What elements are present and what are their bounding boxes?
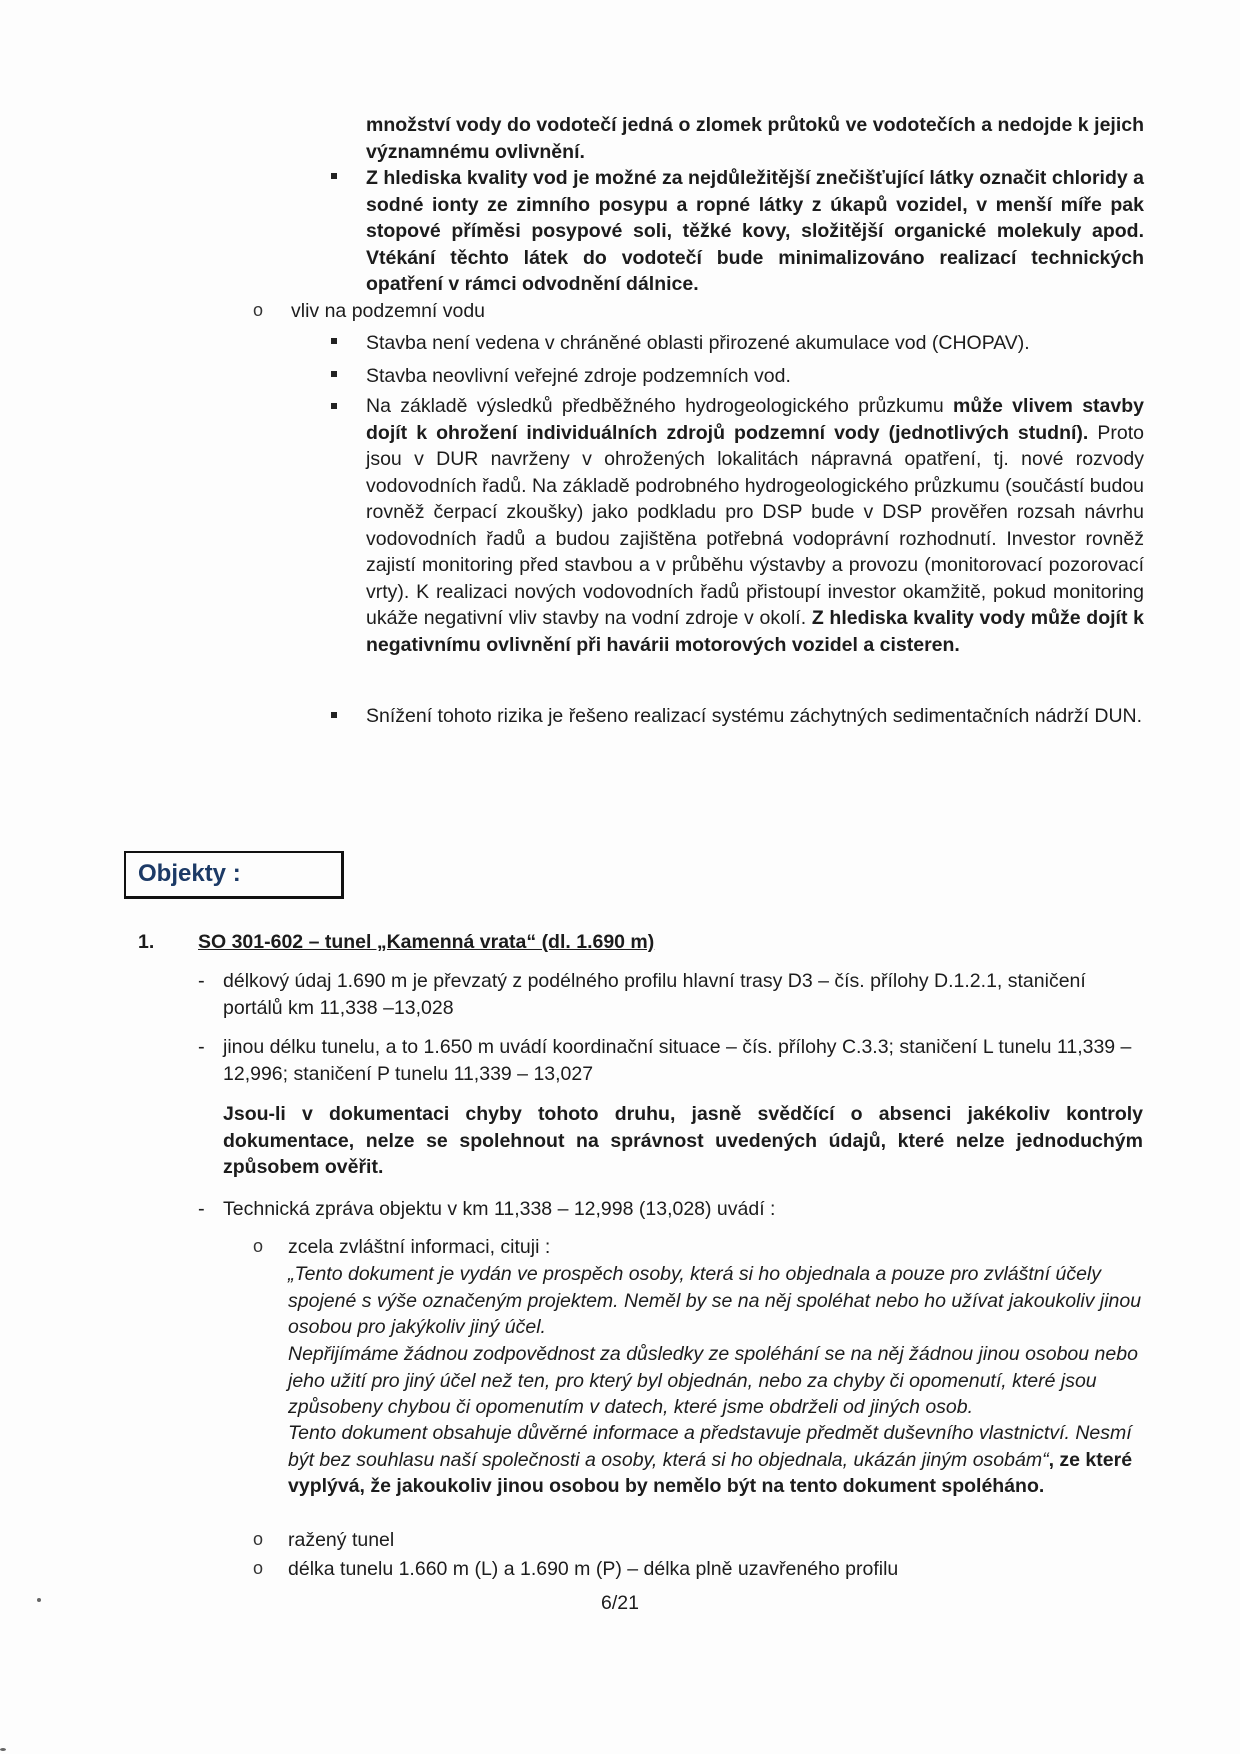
survey-warning: může vlivem stavby dojít k ohrožení individuálních zdrojů podzemní vody (jednotlivých studní).: [366, 395, 1144, 444]
groundwater-label: vliv na podzemní vodu: [291, 300, 486, 322]
warning-paragraph: Jsou-li v dokumentaci chyby tohoto druhu, jasně svědčící o absenci jakékoliv kontroly dokumentace, nelze se spolehnout na správnost uvedených údajů, které nelze jednoduchým způsobem ověřit.: [223, 1103, 1143, 1178]
quote-paragraph-2: Nepřijímáme žádnou zodpovědnost za důsledky ze spoléhání se na něj žádnou jinou osobou nebo jeho užití pro jiný účel než ten, pro který byl objednán, nebo za chyby či opomenutí, které jsou způsobeny chybou či opomenutím v datech, které jsme obdrželi od jiných osob.: [288, 1343, 1138, 1418]
dash-bullet-icon: -: [198, 970, 205, 992]
section-title: SO 301-602 – tunel „Kamenná vrata“ (dl. 1.690 m): [198, 931, 655, 953]
tunnel-type: ražený tunel: [288, 1529, 395, 1551]
quote-paragraph-3: [288, 1420, 1143, 1500]
groundwater-bullet-4: Snížení tohoto rizika je řešeno realizací systému záchytných sedimentačních nádrží DUN.: [366, 705, 1143, 727]
scan-speck: [0, 1748, 6, 1751]
circle-bullet-icon: o: [253, 300, 264, 320]
scan-speck: [37, 1598, 41, 1602]
page-number: 6/21: [601, 1592, 639, 1614]
circle-bullet-icon: o: [253, 1529, 264, 1549]
survey-text: Na základě výsledků předběžného hydrogeologického průzkumu: [366, 395, 954, 417]
water-quality-paragraph: Z hlediska kvality vod je možné za nejdůležitější znečišťující látky označit chloridy a sodné ionty ze zimního posypu a ropné látky z úkapů vozidel, v menší míře pak stopové příměsi posypové soli, těžké kovy, složitější organické molekuly apod. Vtékání těchto látek do vodotečí bude minimalizováno realizací technických opatření v rámci odvodnění dálnice.: [366, 167, 1144, 295]
technical-report-item: Technická zpráva objektu v km 11,338 – 12,998 (13,028) uvádí :: [223, 1198, 776, 1220]
circle-bullet-icon: o: [253, 1236, 264, 1256]
square-bullet-icon: [331, 338, 337, 344]
quote-text: Tento dokument obsahuje důvěrné informace a představuje předmět duševního vlastnictví. Nesmí být bez souhlasu naší společnosti a osoby, která si ho objednala, ukázán jiným osobám“: [288, 1422, 1132, 1471]
intro-paragraph: množství vody do vodotečí jedná o zlomek průtoků ve vodotečích a nedojde k jejich významnému ovlivnění.: [366, 114, 1144, 163]
quote-paragraph-1: „Tento dokument je vydán ve prospěch osoby, která si ho objednala a pouze pro zvláštní účely spojené s výše označeným projektem. Neměl by se na něj spoléhat nebo ho užívat jakoukoliv jinou osobou pro jakýkoliv jiný účel.: [288, 1263, 1142, 1338]
measures-text: Proto jsou v DUR navrženy v ohrožených lokalitách nápravná opatření, tj. nové rozvody vodovodních řadů. Na základě podrobného hydrogeologického průzkumu (součástí budou rovněž čerpací zkoušky) jako podkladu pro DSP bude v DSP prověřen rozsah návrhu vodovodních řadů a budou zajištěna potřebná vodoprávní rozhodnutí. Investor rovněž zajistí monitoring před stavbou a v průběhu výstavby a provozu (monitorovací pozorovací vrty). K realizaci nových vodovodních řadů přistoupí investor okamžitě, pokud monitoring ukáže negativní vliv stavby na vodní zdroje v okolí.: [366, 421, 1144, 629]
coordination-item: jinou délku tunelu, a to 1.650 m uvádí koordinační situace – čís. přílohy C.3.3; staničení L tunelu 11,339 – 12,996; staničení P tunelu 11,339 – 13,027: [223, 1036, 1132, 1085]
length-item: délkový údaj 1.690 m je převzatý z podélného profilu hlavní trasy D3 – čís. přílohy D.1.2.1, staničení portálů km 11,338 –13,028: [223, 970, 1086, 1019]
groundwater-bullet-2: Stavba neovlivní veřejné zdroje podzemních vod.: [366, 365, 791, 387]
section-number: 1.: [138, 931, 155, 953]
square-bullet-icon: [331, 371, 337, 377]
groundwater-bullet-3: [366, 393, 1144, 658]
circle-bullet-icon: o: [253, 1558, 264, 1578]
square-bullet-icon: [331, 403, 337, 409]
objects-heading: Objekty :: [138, 860, 241, 887]
square-bullet-icon: [331, 173, 337, 179]
dash-bullet-icon: -: [198, 1198, 205, 1220]
quote-intro: zcela zvláštní informaci, cituji :: [288, 1236, 551, 1258]
quality-warning: Z hlediska kvality vody může dojít k negativnímu ovlivnění při havárii motorových vozidel a cisteren.: [366, 607, 1144, 656]
dash-bullet-icon: -: [198, 1036, 205, 1058]
groundwater-bullet-1: Stavba není vedena v chráněné oblasti přirozené akumulace vod (CHOPAV).: [366, 332, 1030, 354]
square-bullet-icon: [331, 712, 337, 718]
tunnel-length: délka tunelu 1.660 m (L) a 1.690 m (P) – délka plně uzavřeného profilu: [288, 1558, 899, 1580]
quote-conclusion: , ze které vyplývá, že jakoukoliv jinou osobou by nemělo být na tento dokument spoléháno.: [288, 1448, 1133, 1497]
